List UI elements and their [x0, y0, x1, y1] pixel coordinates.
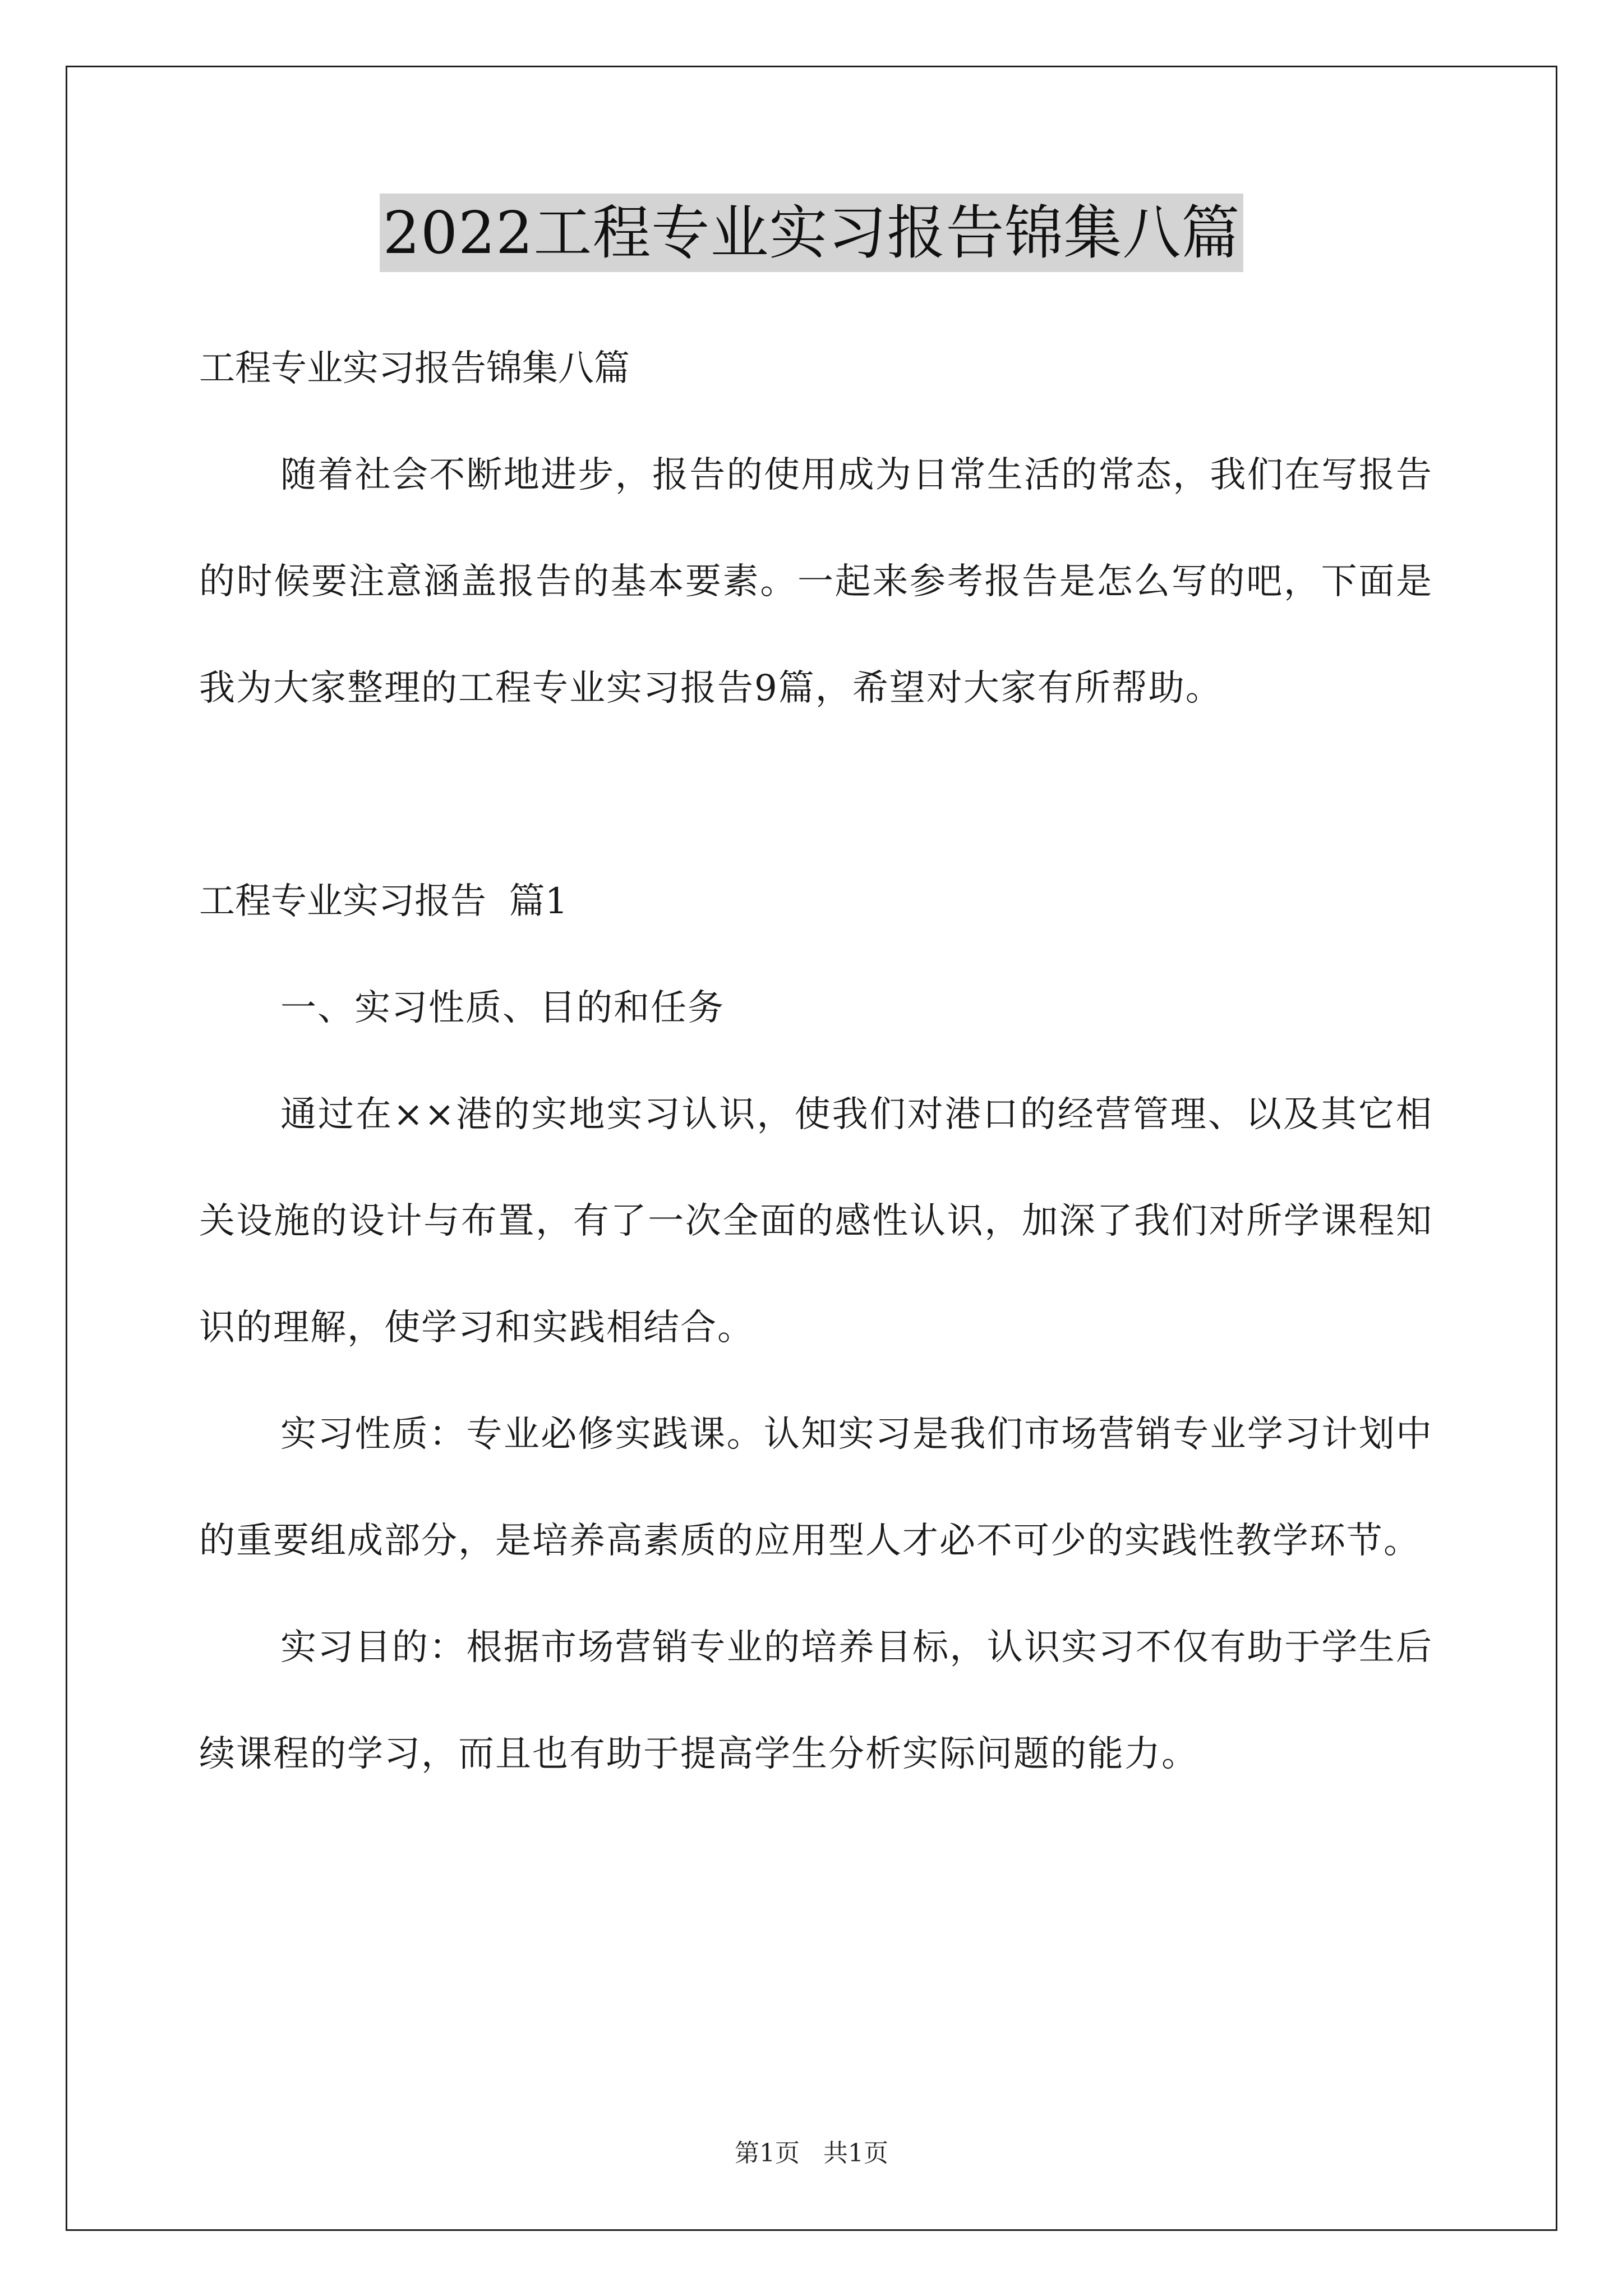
- intro-paragraph: 随着社会不断地进步，报告的使用成为日常生活的常态，我们在写报告的时候要注意涵盖报告的基本要素。一起来参考报告是怎么写的吧，下面是我为大家整理的工程专业实习报告9篇，希望对大家有所帮助。: [199, 454, 1433, 709]
- document-body: [199, 315, 1433, 1807]
- section-heading: 工程专业实习报告 篇1: [199, 881, 568, 922]
- document-title: 2022工程专业实习报告锦集八篇: [380, 194, 1244, 272]
- title-container: [0, 194, 1623, 272]
- page-footer: 第1页 共1页: [735, 2139, 888, 2168]
- section-spacer: [199, 742, 1433, 848]
- body-paragraph: 实习性质：专业必修实践课。认知实习是我们市场营销专业学习计划中的重要组成部分，是培养高素质的应用型人才必不可少的实践性教学环节。: [199, 1414, 1433, 1562]
- body-paragraph: 通过在××港的实地实习认识，使我们对港口的经营管理、以及其它相关设施的设计与布置，有了一次全面的感性认识，加深了我们对所学课程知识的理解，使学习和实践相结合。: [199, 1094, 1433, 1349]
- document-subtitle: 工程专业实习报告锦集八篇: [199, 348, 630, 389]
- subsection-heading: 一、实习性质、目的和任务: [280, 987, 725, 1029]
- body-paragraph: 实习目的：根据市场营销专业的培养目标，认识实习不仅有助于学生后续课程的学习，而且也有助于提高学生分析实际问题的能力。: [199, 1627, 1433, 1775]
